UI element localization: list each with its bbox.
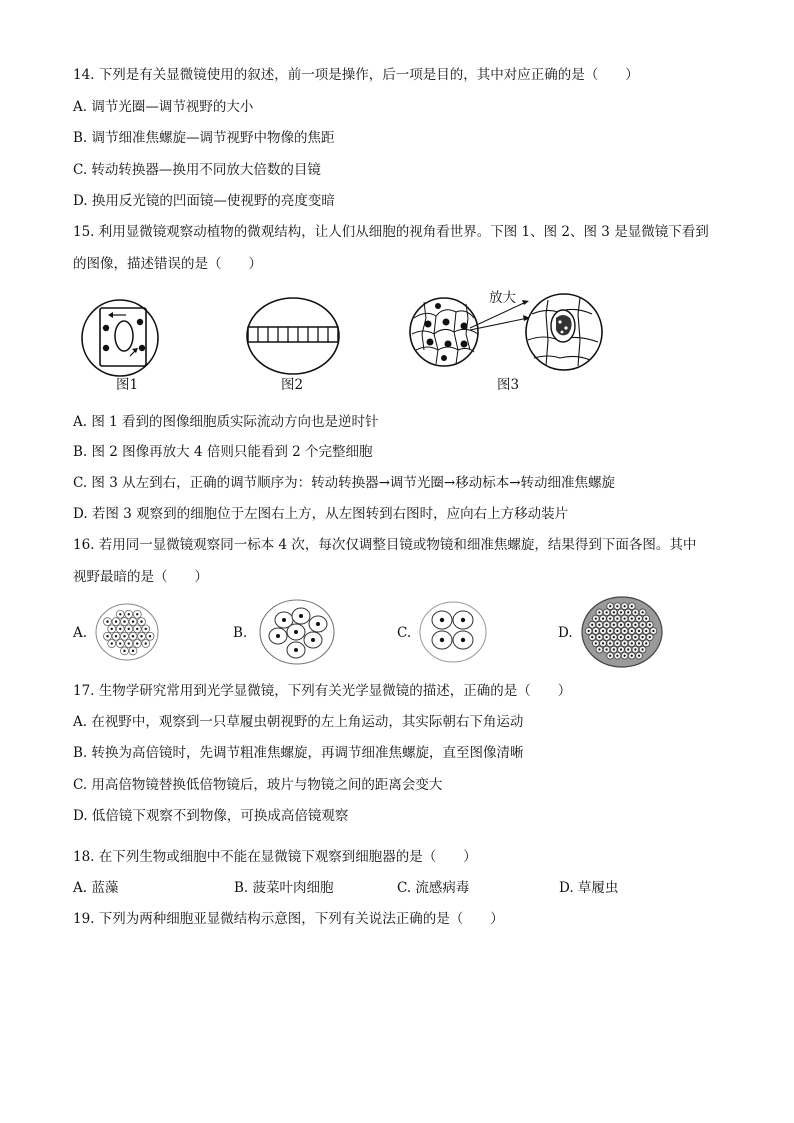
q18-option-d: D. 草履虫 (559, 880, 619, 896)
q14-option-d: D. 换用反光镜的凹面镜—使视野的亮度变暗 (73, 193, 335, 209)
q17-option-c: C. 用高倍物镜替换低倍物镜后，玻片与物镜之间的距离会变大 (73, 777, 443, 793)
q17-option-d: D. 低倍镜下观察不到物像，可换成高倍镜观察 (73, 808, 349, 824)
figure-3-enlarge-label: 放大 (488, 286, 517, 306)
q16-option-c-label: C. (397, 625, 412, 641)
q17-stem: 17. 生物学研究常用到光学显微镜，下列有关光学显微镜的描述，正确的是（ ） (73, 683, 572, 699)
q17-option-a: A. 在视野中，观察到一只草履虫朝视野的左上角运动，其实际朝右下角运动 (73, 714, 524, 730)
q18-option-a: A. 蓝藻 (73, 880, 119, 896)
q15-option-a: A. 图 1 看到的图像细胞质实际流动方向也是逆时针 (73, 414, 379, 430)
q14-option-c: C. 转动转换器—换用不同放大倍数的目镜 (73, 162, 321, 178)
q16-option-b-image (258, 598, 336, 666)
q15-option-d: D. 若图 3 观察到的细胞位于左图右上方，从左图转到右图时，应向右上方移动装片 (73, 506, 569, 522)
q18-stem: 18. 在下列生物或细胞中不能在显微镜下观察到细胞器的是（ ） (73, 849, 477, 865)
figure-1-caption: 图1 (116, 377, 139, 393)
q19-stem: 19. 下列为两种细胞亚显微结构示意图，下列有关说法正确的是（ ） (73, 911, 504, 927)
q17-option-b: B. 转换为高倍镜时，先调节粗准焦螺旋，再调节细准焦螺旋，直至图像清晰 (73, 745, 524, 761)
q16-stem-line1: 16. 若用同一显微镜观察同一标本 4 次，每次仅调整目镜或物镜和细准焦螺旋，结果得到下面各图。其中 (73, 537, 697, 553)
figure-1-image (80, 298, 160, 378)
q18-option-c: C. 流感病毒 (397, 880, 470, 896)
q16-option-a-label: A. (73, 625, 88, 641)
q14-option-a: A. 调节光圈—调节视野的大小 (73, 99, 254, 115)
q15-stem-line2: 的图像，描述错误的是（ ） (73, 256, 262, 272)
q14-option-b: B. 调节细准焦螺旋—调节视野中物像的焦距 (73, 130, 335, 146)
q15-stem-line1: 15. 利用显微镜观察动植物的微观结构，让人们从细胞的视角看世界。下图 1、图 2、图 3 是显微镜下看到 (73, 224, 709, 240)
q15-option-b: B. 图 2 图像再放大 4 倍则只能看到 2 个完整细胞 (73, 444, 373, 460)
figure-2-caption: 图2 (281, 377, 304, 393)
q16-stem-line2: 视野最暗的是（ ） (73, 569, 208, 585)
q15-option-c: C. 图 3 从左到右，正确的调节顺序为：转动转换器→调节光圈→移动标本→转动细准焦螺旋 (73, 475, 616, 491)
q14-stem: 14. 下列是有关显微镜使用的叙述，前一项是操作，后一项是目的，其中对应正确的是（ ） (73, 67, 639, 83)
q18-option-b: B. 菠菜叶肉细胞 (234, 880, 334, 896)
q16-option-c-image (418, 600, 488, 664)
q16-option-d-image (580, 595, 664, 669)
q16-option-a-image (94, 602, 160, 662)
q16-option-d-label: D. (558, 625, 573, 641)
q16-option-b-label: B. (233, 625, 248, 641)
figure-3-caption: 图3 (497, 377, 520, 393)
figure-2-image (245, 296, 341, 376)
